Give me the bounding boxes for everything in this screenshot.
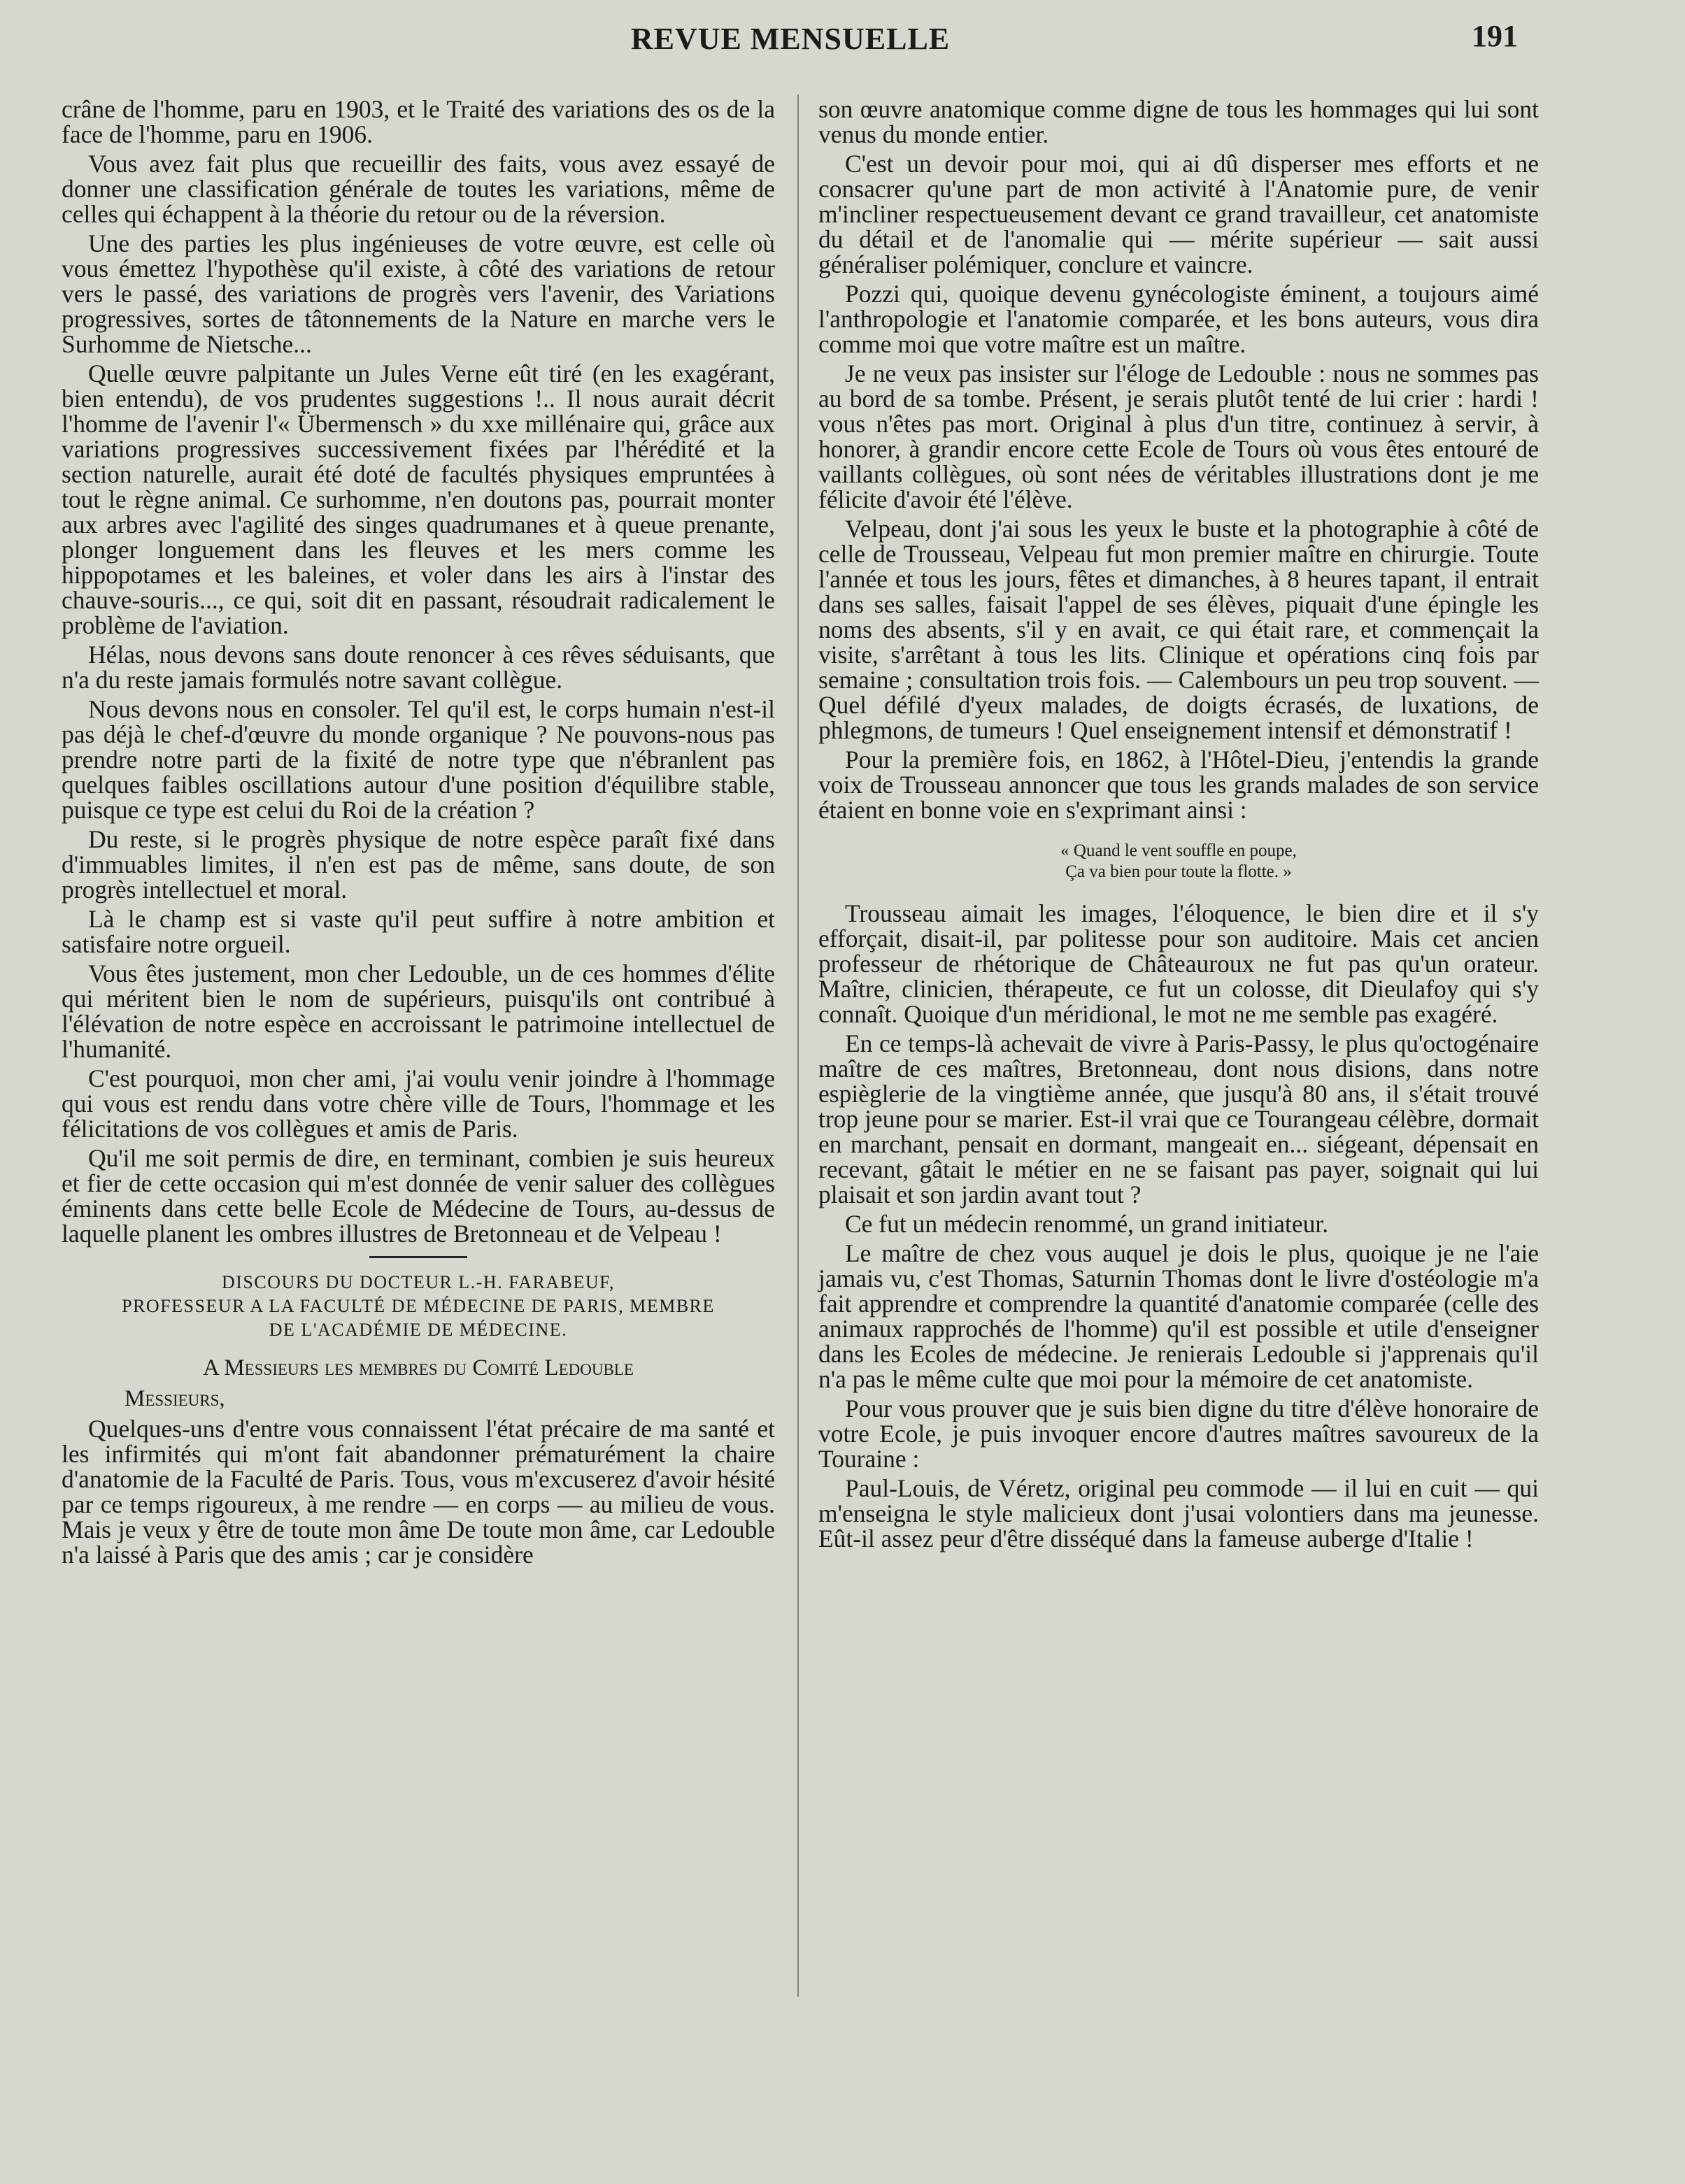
paragraph: Je ne veux pas insister sur l'éloge de Ledouble : nous ne sommes pas au bord de sa tombe. Présent, je serais plutôt tenté de lui crier : hardi ! vous n'êtes pas mort. Original à plus d'un titre, continuez à servir, à honorer, à grandir encore cette Ecole de Tours où vous êtes entouré de vaillants collègues, où sont nées de véritables illustrations dont je me félicite d'avoir été l'élève. (818, 359, 1539, 513)
column-divider (797, 94, 799, 1997)
paragraph: Pour vous prouver que je suis bien digne du titre d'élève honoraire de votre Ecole, je puis invoquer encore d'autres maîtres savoureux de la Touraine : (818, 1394, 1539, 1473)
paragraph: En ce temps-là achevait de vivre à Paris-Passy, le plus qu'octogénaire maître de ces maîtres, Bretonneau, dont nous disions, dans notre espièglerie de la vingtième année, que jusqu'à 80 ans, il s'était trouvé trop jeune pour se marier. Est-il vrai que ce Tourangeau célèbre, dormait en marchant, pensait en dormant, mangeait en... siégeant, dépensait en recevant, gâtait le métier en ne se faisant pas payer, soignait qui lui plaisait et son jardin avant tout ? (818, 1029, 1539, 1208)
paragraph: Hélas, nous devons sans doute renoncer à ces rêves séduisants, que n'a du reste jamais formulés notre savant collègue. (62, 641, 775, 694)
paragraph: Paul-Louis, de Véretz, original peu commode — il lui en cuit — qui m'enseigna le style malicieux dont j'usai volontiers dans ma jeunesse. Eût-il assez peur d'être disséqué dans la fameuse auberge d'Italie ! (818, 1474, 1539, 1553)
paragraph: Qu'il me soit permis de dire, en terminant, combien je suis heureux et fier de cette occasion qui m'est donnée de venir saluer des collègues éminents dans cette belle Ecole de Médecine de Tours, au-dessus de laquelle planent les ombres illustres de Bretonneau et de Velpeau ! (62, 1144, 775, 1248)
paragraph: Pour la première fois, en 1862, à l'Hôtel-Dieu, j'entendis la grande voix de Trousseau annoncer que tous les grands malades de son service étaient en bonne voie en s'exprimant ainsi : (818, 745, 1539, 824)
paragraph: Quelle œuvre palpitante un Jules Verne eût tiré (en les exagérant, bien entendu), de vos prudentes suggestions !.. Il nous aurait décrit l'homme de l'avenir l'« Übermensch » du xxe millénaire qui, grâce aux variations progressives successivement fixées par l'hérédité et la section naturelle, aurait été doté de facultés physiques empruntées à tout le règne animal. Ce surhomme, n'en doutons pas, pourrait monter aux arbres avec l'agilité des singes quadrumanes et à queue prenante, plonger longuement dans les fleuves et les mers comme les hippopotames et les baleines, et voler dans les airs à l'instar des chauve-souris..., ce qui, soit dit en passant, résoudrait radicalement le problème de l'aviation. (62, 359, 775, 639)
salutation: Messieurs, (125, 1386, 225, 1411)
speech-heading-line: PROFESSEUR A LA FACULTÉ DE MÉDECINE DE PARIS, MEMBRE (122, 1296, 715, 1316)
speech-heading (62, 1271, 775, 1342)
paragraph: Le maître de chez vous auquel je dois le plus, quoique je ne l'aie jamais vu, c'est Thomas, Saturnin Thomas dont le livre d'ostéologie m'a fait apprendre et comprendre la quantité d'anatomie comparée (celle des animaux rapprochés de l'homme) qu'il est possible et utile d'enseigner dans les Ecoles de médecine. Je renierais Ledouble si j'apprenais qu'il n'a pas le même culte que moi pour la mémoire de cet anatomiste. (818, 1239, 1539, 1393)
speech-heading-line: DE L'ACADÉMIE DE MÉDECINE. (269, 1320, 568, 1340)
paragraph: crâne de l'homme, paru en 1903, et le Traité des variations des os de la face de l'homme, paru en 1906. (62, 95, 775, 148)
journal-title: REVUE MENSUELLE (630, 22, 951, 56)
paragraph: Pozzi qui, quoique devenu gynécologiste éminent, a toujours aimé l'anthropologie et l'anatomie comparée, et les bons auteurs, vous dira comme moi que votre maître est un maître. (818, 280, 1539, 358)
quote-line: « Quand le vent souffle en poupe, (1060, 841, 1297, 860)
paragraph: C'est pourquoi, mon cher ami, j'ai voulu venir joindre à l'hommage qui vous est rendu dans votre chère ville de Tours, l'hommage et les félicitations de vos collègues et amis de Paris. (62, 1064, 775, 1143)
section-rule (369, 1256, 467, 1258)
paragraph: Trousseau aimait les images, l'éloquence, le bien dire et il s'y efforçait, disait-il, par politesse pour son auditoire. Mais cet ancien professeur de rhétorique de Châteauroux ne fut pas qu'un orateur. Maître, clinicien, thérapeute, ce fut un colosse, dit Dieulafoy qui s'y connaît. Quoique d'un méridional, le mot ne me semble pas exagéré. (818, 899, 1539, 1028)
paragraph: Nous devons nous en consoler. Tel qu'il est, le corps humain n'est-il pas déjà le chef-d'œuvre du monde organique ? Ne pouvons-nous pas prendre notre parti de la fixité de notre type que n'ébranlent pas quelques faibles oscillations autour d'une position d'équilibre stable, puisque ce type est celui du Roi de la création ? (62, 695, 775, 824)
quote-line: Ça va bien pour toute la flotte. » (1065, 862, 1292, 881)
paragraph: C'est un devoir pour moi, qui ai dû disperser mes efforts et ne consacrer qu'une part de mon activité à l'Anatomie pure, de venir m'incliner respectueusement devant ce grand travailleur, cet anatomiste du détail et de l'anomalie qui — mérite supérieur — sait aussi généraliser polémiquer, conclure et vaincre. (818, 150, 1539, 278)
paragraph: Là le champ est si vaste qu'il peut suffire à notre ambition et satisfaire notre orgueil. (62, 905, 775, 958)
right-column (818, 97, 1539, 1555)
paragraph: son œuvre anatomique comme digne de tous les hommages qui lui sont venus du monde entier. (818, 95, 1539, 148)
address-line: A Messieurs les membres du Comité Ledouble (203, 1355, 634, 1380)
paragraph: Ce fut un médecin renommé, un grand initiateur. (845, 1210, 1329, 1238)
speech-heading-line: DISCOURS DU DOCTEUR L.-H. FARABEUF, (221, 1272, 616, 1292)
paragraph: Vous êtes justement, mon cher Ledouble, un de ces hommes d'élite qui méritent bien le nom de supérieurs, puisqu'ils ont contribué à l'élévation de notre espèce en accroissant le patrimoine intellectuel de l'humanité. (62, 959, 775, 1063)
paragraph: Une des parties les plus ingénieuses de votre œuvre, est celle où vous émettez l'hypothèse qu'il existe, à côté des variations de retour vers le passé, des variations de progrès vers l'avenir, des Variations progressives, sortes de tâtonnements de la Nature en marche vers le Surhomme de Nietsche... (62, 229, 775, 358)
paragraph: Vous avez fait plus que recueillir des faits, vous avez essayé de donner une classification générale de toutes les variations, même de celles qui échappent à la théorie du retour ou de la réversion. (62, 150, 775, 228)
page-number: 191 (1472, 19, 1518, 53)
paragraph: Du reste, si le progrès physique de notre espèce paraît fixé dans d'immuables limites, il n'en est pas de même, sans doute, de son progrès intellectuel et moral. (62, 825, 775, 904)
running-head (63, 14, 1518, 63)
verse-quote (818, 841, 1539, 883)
left-column (62, 97, 775, 1571)
paragraph: Velpeau, dont j'ai sous les yeux le buste et la photographie à côté de celle de Trousseau, Velpeau fut mon premier maître en chirurgie. Toute l'année et tous les jours, fêtes et dimanches, à 8 heures tapant, il entrait dans ses salles, faisait l'appel de ses élèves, piquait d'une épingle les noms des absents, s'il y en avait, ce qui était rare, et commençait la visite, s'arrêtant à tous les lits. Clinique et opérations cinq fois par semaine ; consultation trois fois. — Calembours un peu trop souvent. — Quel défilé d'yeux malades, de doigts écrasés, de luxations, de phlegmons, de tumeurs ! Quel enseignement intensif et démonstratif ! (818, 515, 1539, 744)
paragraph: Quelques-uns d'entre vous connaissent l'état précaire de ma santé et les infirmités qui m'ont fait abandonner prématurément la chaire d'anatomie de la Faculté de Paris. Tous, vous m'excuserez d'avoir hésité par ce temps rigoureux, à me rendre — en corps — au milieu de vous. Mais je veux y être de toute mon âme De toute mon âme, car Ledouble n'a laissé à Paris que des amis ; car je considère (62, 1415, 775, 1569)
